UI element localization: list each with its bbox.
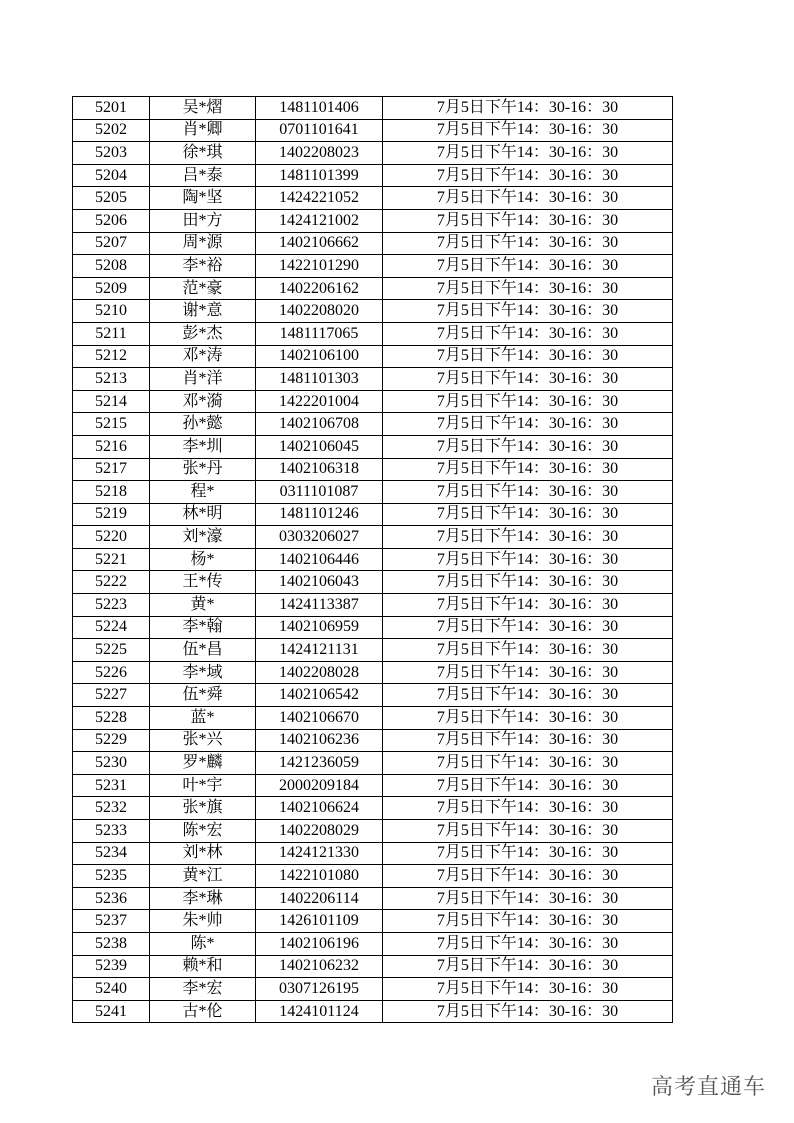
seat-number-cell: 5236: [73, 887, 150, 910]
name-cell: 陶*坚: [150, 187, 256, 210]
id-number-cell: 1424113387: [256, 594, 383, 617]
name-cell: 吕*泰: [150, 164, 256, 187]
seat-number-cell: 5212: [73, 345, 150, 368]
id-number-cell: 1402106043: [256, 571, 383, 594]
seat-number-cell: 5211: [73, 322, 150, 345]
id-number-cell: 1402206162: [256, 277, 383, 300]
table-row: [73, 661, 673, 684]
id-number-cell: 0701101641: [256, 119, 383, 142]
id-number-cell: 1402106670: [256, 707, 383, 730]
table-row: [73, 684, 673, 707]
id-number-cell: 1402208028: [256, 661, 383, 684]
id-number-cell: 1402106045: [256, 435, 383, 458]
id-number-cell: 0311101087: [256, 481, 383, 504]
seat-number-cell: 5205: [73, 187, 150, 210]
exam-time-cell: 7月5日下午14：30-16：30: [383, 932, 673, 955]
id-number-cell: 1481117065: [256, 322, 383, 345]
exam-time-cell: 7月5日下午14：30-16：30: [383, 910, 673, 933]
exam-time-cell: 7月5日下午14：30-16：30: [383, 571, 673, 594]
id-number-cell: 1481101303: [256, 368, 383, 391]
seat-number-cell: 5224: [73, 616, 150, 639]
seat-number-cell: 5209: [73, 277, 150, 300]
table-row: [73, 390, 673, 413]
table-row: [73, 481, 673, 504]
seat-number-cell: 5202: [73, 119, 150, 142]
exam-time-cell: 7月5日下午14：30-16：30: [383, 774, 673, 797]
id-number-cell: 1402208020: [256, 300, 383, 323]
id-number-cell: 1424221052: [256, 187, 383, 210]
exam-time-cell: 7月5日下午14：30-16：30: [383, 187, 673, 210]
name-cell: 叶*宇: [150, 774, 256, 797]
name-cell: 谢*意: [150, 300, 256, 323]
table-row: [73, 707, 673, 730]
seat-number-cell: 5203: [73, 142, 150, 165]
name-cell: 彭*杰: [150, 322, 256, 345]
exam-time-cell: 7月5日下午14：30-16：30: [383, 481, 673, 504]
name-cell: 邓*漪: [150, 390, 256, 413]
exam-time-cell: 7月5日下午14：30-16：30: [383, 142, 673, 165]
id-number-cell: 1402106236: [256, 729, 383, 752]
id-number-cell: 1481101406: [256, 97, 383, 120]
name-cell: 刘*濠: [150, 526, 256, 549]
table-row: [73, 978, 673, 1001]
name-cell: 王*传: [150, 571, 256, 594]
exam-time-cell: 7月5日下午14：30-16：30: [383, 503, 673, 526]
name-cell: 蓝*: [150, 707, 256, 730]
table-row: [73, 119, 673, 142]
name-cell: 李*裕: [150, 255, 256, 278]
id-number-cell: 0307126195: [256, 978, 383, 1001]
id-number-cell: 1402106318: [256, 458, 383, 481]
id-number-cell: 1426101109: [256, 910, 383, 933]
table-row: [73, 503, 673, 526]
name-cell: 李*宏: [150, 978, 256, 1001]
table-row: [73, 887, 673, 910]
table-row: [73, 797, 673, 820]
seat-number-cell: 5222: [73, 571, 150, 594]
table-row: [73, 865, 673, 888]
seat-number-cell: 5220: [73, 526, 150, 549]
seat-number-cell: 5226: [73, 661, 150, 684]
name-cell: 田*方: [150, 209, 256, 232]
table-row: [73, 752, 673, 775]
exam-time-cell: 7月5日下午14：30-16：30: [383, 707, 673, 730]
id-number-cell: 1402106708: [256, 413, 383, 436]
id-number-cell: 1481101399: [256, 164, 383, 187]
id-number-cell: 2000209184: [256, 774, 383, 797]
exam-time-cell: 7月5日下午14：30-16：30: [383, 842, 673, 865]
name-cell: 朱*帅: [150, 910, 256, 933]
seat-number-cell: 5234: [73, 842, 150, 865]
exam-time-cell: 7月5日下午14：30-16：30: [383, 661, 673, 684]
table-row: [73, 97, 673, 120]
id-number-cell: 1422101290: [256, 255, 383, 278]
table-row: [73, 322, 673, 345]
seat-number-cell: 5237: [73, 910, 150, 933]
table-row: [73, 209, 673, 232]
exam-time-cell: 7月5日下午14：30-16：30: [383, 232, 673, 255]
exam-time-cell: 7月5日下午14：30-16：30: [383, 390, 673, 413]
table-row: [73, 277, 673, 300]
seat-number-cell: 5228: [73, 707, 150, 730]
exam-time-cell: 7月5日下午14：30-16：30: [383, 164, 673, 187]
name-cell: 肖*洋: [150, 368, 256, 391]
id-number-cell: 1424121002: [256, 209, 383, 232]
seat-number-cell: 5221: [73, 548, 150, 571]
name-cell: 李*翰: [150, 616, 256, 639]
name-cell: 徐*琪: [150, 142, 256, 165]
table-row: [73, 820, 673, 843]
name-cell: 陈*宏: [150, 820, 256, 843]
table-row: [73, 594, 673, 617]
id-number-cell: 1424101124: [256, 1000, 383, 1023]
seat-number-cell: 5213: [73, 368, 150, 391]
seat-number-cell: 5229: [73, 729, 150, 752]
seat-number-cell: 5215: [73, 413, 150, 436]
exam-time-cell: 7月5日下午14：30-16：30: [383, 277, 673, 300]
table-row: [73, 435, 673, 458]
table-row: [73, 368, 673, 391]
exam-time-cell: 7月5日下午14：30-16：30: [383, 684, 673, 707]
exam-time-cell: 7月5日下午14：30-16：30: [383, 729, 673, 752]
table-row: [73, 955, 673, 978]
name-cell: 黄*: [150, 594, 256, 617]
exam-time-cell: 7月5日下午14：30-16：30: [383, 322, 673, 345]
table-row: [73, 300, 673, 323]
exam-time-cell: 7月5日下午14：30-16：30: [383, 639, 673, 662]
table-row: [73, 910, 673, 933]
exam-schedule-table: [72, 96, 673, 1023]
exam-time-cell: 7月5日下午14：30-16：30: [383, 820, 673, 843]
table-row: [73, 932, 673, 955]
watermark: 高考直通车: [650, 1075, 766, 1100]
seat-number-cell: 5240: [73, 978, 150, 1001]
exam-time-cell: 7月5日下午14：30-16：30: [383, 368, 673, 391]
name-cell: 肖*卿: [150, 119, 256, 142]
table-row: [73, 616, 673, 639]
seat-number-cell: 5210: [73, 300, 150, 323]
exam-time-cell: 7月5日下午14：30-16：30: [383, 752, 673, 775]
name-cell: 陈*: [150, 932, 256, 955]
seat-number-cell: 5239: [73, 955, 150, 978]
name-cell: 李*琳: [150, 887, 256, 910]
name-cell: 林*明: [150, 503, 256, 526]
id-number-cell: 1421236059: [256, 752, 383, 775]
id-number-cell: 1402208029: [256, 820, 383, 843]
seat-number-cell: 5206: [73, 209, 150, 232]
id-number-cell: 1424121131: [256, 639, 383, 662]
name-cell: 张*旗: [150, 797, 256, 820]
seat-number-cell: 5235: [73, 865, 150, 888]
exam-time-cell: 7月5日下午14：30-16：30: [383, 413, 673, 436]
table-row: [73, 729, 673, 752]
name-cell: 杨*: [150, 548, 256, 571]
seat-number-cell: 5214: [73, 390, 150, 413]
seat-number-cell: 5231: [73, 774, 150, 797]
id-number-cell: 0303206027: [256, 526, 383, 549]
exam-time-cell: 7月5日下午14：30-16：30: [383, 978, 673, 1001]
name-cell: 程*: [150, 481, 256, 504]
id-number-cell: 1481101246: [256, 503, 383, 526]
table-row: [73, 187, 673, 210]
id-number-cell: 1402106662: [256, 232, 383, 255]
exam-time-cell: 7月5日下午14：30-16：30: [383, 345, 673, 368]
table-row: [73, 458, 673, 481]
name-cell: 罗*麟: [150, 752, 256, 775]
exam-time-cell: 7月5日下午14：30-16：30: [383, 458, 673, 481]
seat-number-cell: 5223: [73, 594, 150, 617]
seat-number-cell: 5227: [73, 684, 150, 707]
seat-number-cell: 5230: [73, 752, 150, 775]
seat-number-cell: 5225: [73, 639, 150, 662]
exam-time-cell: 7月5日下午14：30-16：30: [383, 1000, 673, 1023]
name-cell: 赖*和: [150, 955, 256, 978]
name-cell: 伍*昌: [150, 639, 256, 662]
name-cell: 伍*舜: [150, 684, 256, 707]
exam-time-cell: 7月5日下午14：30-16：30: [383, 594, 673, 617]
table-row: [73, 526, 673, 549]
exam-time-cell: 7月5日下午14：30-16：30: [383, 119, 673, 142]
table-row: [73, 548, 673, 571]
name-cell: 刘*林: [150, 842, 256, 865]
table-row: [73, 345, 673, 368]
name-cell: 古*伦: [150, 1000, 256, 1023]
id-number-cell: 1422201004: [256, 390, 383, 413]
table-row: [73, 842, 673, 865]
seat-number-cell: 5216: [73, 435, 150, 458]
table-row: [73, 255, 673, 278]
id-number-cell: 1402106446: [256, 548, 383, 571]
exam-time-cell: 7月5日下午14：30-16：30: [383, 955, 673, 978]
name-cell: 吴*熠: [150, 97, 256, 120]
exam-time-cell: 7月5日下午14：30-16：30: [383, 526, 673, 549]
name-cell: 张*丹: [150, 458, 256, 481]
exam-time-cell: 7月5日下午14：30-16：30: [383, 616, 673, 639]
seat-number-cell: 5217: [73, 458, 150, 481]
id-number-cell: 1422101080: [256, 865, 383, 888]
seat-number-cell: 5208: [73, 255, 150, 278]
seat-number-cell: 5241: [73, 1000, 150, 1023]
name-cell: 张*兴: [150, 729, 256, 752]
id-number-cell: 1402106624: [256, 797, 383, 820]
id-number-cell: 1402106100: [256, 345, 383, 368]
table-body: [73, 97, 673, 1023]
table-row: [73, 232, 673, 255]
id-number-cell: 1402106232: [256, 955, 383, 978]
seat-number-cell: 5201: [73, 97, 150, 120]
table-row: [73, 571, 673, 594]
exam-time-cell: 7月5日下午14：30-16：30: [383, 548, 673, 571]
exam-time-cell: 7月5日下午14：30-16：30: [383, 865, 673, 888]
exam-time-cell: 7月5日下午14：30-16：30: [383, 435, 673, 458]
table-row: [73, 1000, 673, 1023]
exam-time-cell: 7月5日下午14：30-16：30: [383, 255, 673, 278]
table-row: [73, 774, 673, 797]
name-cell: 李*域: [150, 661, 256, 684]
exam-time-cell: 7月5日下午14：30-16：30: [383, 97, 673, 120]
name-cell: 孙*懿: [150, 413, 256, 436]
table-row: [73, 639, 673, 662]
name-cell: 周*源: [150, 232, 256, 255]
id-number-cell: 1402206114: [256, 887, 383, 910]
exam-time-cell: 7月5日下午14：30-16：30: [383, 300, 673, 323]
id-number-cell: 1424121330: [256, 842, 383, 865]
id-number-cell: 1402106959: [256, 616, 383, 639]
id-number-cell: 1402208023: [256, 142, 383, 165]
name-cell: 李*圳: [150, 435, 256, 458]
name-cell: 邓*涛: [150, 345, 256, 368]
seat-number-cell: 5218: [73, 481, 150, 504]
table-row: [73, 413, 673, 436]
seat-number-cell: 5207: [73, 232, 150, 255]
exam-time-cell: 7月5日下午14：30-16：30: [383, 797, 673, 820]
table-row: [73, 142, 673, 165]
seat-number-cell: 5238: [73, 932, 150, 955]
seat-number-cell: 5233: [73, 820, 150, 843]
seat-number-cell: 5204: [73, 164, 150, 187]
seat-number-cell: 5232: [73, 797, 150, 820]
seat-number-cell: 5219: [73, 503, 150, 526]
exam-time-cell: 7月5日下午14：30-16：30: [383, 209, 673, 232]
id-number-cell: 1402106196: [256, 932, 383, 955]
id-number-cell: 1402106542: [256, 684, 383, 707]
table-row: [73, 164, 673, 187]
name-cell: 黄*江: [150, 865, 256, 888]
exam-time-cell: 7月5日下午14：30-16：30: [383, 887, 673, 910]
name-cell: 范*豪: [150, 277, 256, 300]
